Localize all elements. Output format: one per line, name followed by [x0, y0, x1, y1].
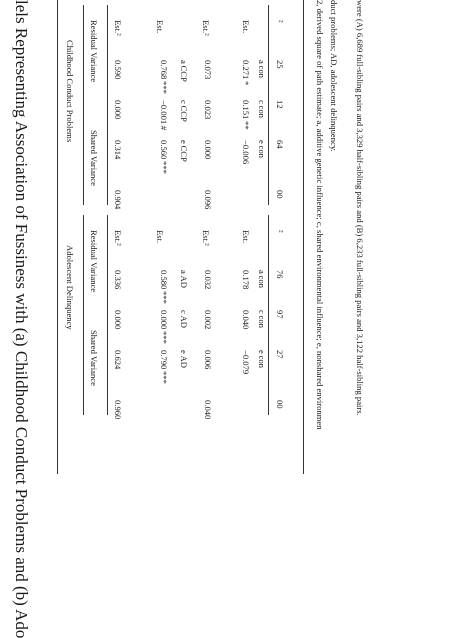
panel-b-r2-stub: 97 [275, 310, 285, 319]
panel-a-r1-p1: a con [257, 60, 267, 78]
panel-a-title: Childhood Conduct Problems [65, 40, 75, 143]
panel-b-r2-e1: 0.040 [241, 310, 251, 330]
panel-b-r2-s2: 0.000 [113, 310, 123, 330]
panel-a-r3-e1: −0.006 [241, 140, 251, 165]
panel-b-r3-s1: 0.006 [203, 350, 213, 370]
panel-b-r1-p2: a AD [179, 270, 189, 288]
panel-a-col-head-s2: Est.² [113, 20, 123, 36]
panel-b-title: Adolescent Delinquency [65, 245, 75, 330]
panel-a-r2-e2: −0.001 # [159, 100, 169, 131]
panel-a-col-head-e1: Est. [241, 20, 251, 34]
panel-a-stub-head: ² [275, 20, 285, 23]
table-note-2: duct problems; AD, adolescent delinquency. [329, 0, 339, 152]
panel-a-r1-p2: a CCP [179, 60, 189, 82]
panel-b-col-head-s2: Est.² [113, 230, 123, 246]
panel-a-colhead-rule [268, 5, 269, 205]
panel-b-r3-p2: e AD [179, 350, 189, 368]
panel-b-total-right: 0.960 [113, 400, 123, 420]
panel-a-r3-p1: e con [257, 140, 267, 158]
table-note-3: were (A) 6,689 full-sibling pairs and 3,329 half-sibling pairs and (B) 6,233 full-sibling pairs and 3,122 half-sibling pairs. [355, 0, 365, 416]
panel-a-r1-s1: 0.073 [203, 60, 213, 80]
panel-a-r1-stub: 25 [275, 60, 285, 69]
top-rule [57, 0, 58, 474]
panel-b-r3-stub: 27 [275, 350, 285, 359]
panel-b-r1-e1: 0.178 [241, 270, 251, 290]
panel-b-r3-e1: −0.079 [241, 350, 251, 375]
panel-b-group-rule [107, 215, 108, 415]
panel-a-r3-s2: 0.314 [113, 140, 123, 160]
panel-a-r1-e2: 0.768 *** [159, 60, 169, 94]
panel-b-col-head-s1: Est.² [201, 230, 211, 246]
panel-b-r1-e2: 0.580 *** [159, 270, 169, 304]
panel-b-r2-p1: c con [257, 310, 267, 328]
panel-a-r2-s1: 0.023 [203, 100, 213, 120]
panel-a-col-head-s1: Est.² [201, 20, 211, 36]
panel-a-total-left: 0.096 [203, 190, 213, 210]
table-title: lels Representing Association of Fussiness with (a) Childhood Conduct Problems and (b) Ado [12, 0, 31, 638]
panel-b-r1-s1: 0.032 [203, 270, 213, 290]
panel-a-total-right: 0.904 [113, 190, 123, 210]
panel-a-r3-p2: e CCP [179, 140, 189, 162]
panel-a-r2-s2: 0.000 [113, 100, 123, 120]
panel-b-r1-s2: 0.336 [113, 270, 123, 290]
panel-a-header-rule [83, 5, 84, 205]
panel-b-group-residual: Residual Variance [89, 230, 99, 293]
panel-b-r2-p2: c AD [179, 310, 189, 328]
panel-b-r1-p1: a con [257, 270, 267, 288]
panel-b-r3-s2: 0.624 [113, 350, 123, 370]
panel-b-header-rule [83, 215, 84, 415]
panel-b-col-head-e2: Est. [155, 230, 165, 244]
panel-a-group-rule [107, 5, 108, 205]
panel-b-r2-e2: 0.000 *** [159, 310, 169, 344]
bottom-rule [303, 0, 304, 474]
panel-b-r3-e2: 0.790 *** [159, 350, 169, 384]
panel-b-total-stub: 00 [275, 400, 285, 409]
panel-b-group-shared: Shared Variance [89, 330, 99, 386]
panel-a-r2-p1: c con [257, 100, 267, 118]
table-note-1: 2, derived square of path estimate; a, additive genetic influence; c, shared environmental influence; e, nonshared environmen [315, 0, 325, 430]
panel-b-total-left: 0.040 [203, 400, 213, 420]
panel-a-group-shared: Shared Variance [89, 130, 99, 186]
panel-b-stub-head: ² [275, 230, 285, 233]
panel-a-r2-stub: 12 [275, 100, 285, 109]
panel-b-colhead-rule [268, 215, 269, 415]
panel-b-r2-s1: 0.002 [203, 310, 213, 330]
panel-a-r1-e1: 0.271 * [241, 60, 251, 86]
panel-a-r3-s1: 0.000 [203, 140, 213, 160]
panel-a-r3-stub: 64 [275, 140, 285, 149]
panel-a-r2-e1: 0.151 ** [241, 100, 251, 130]
panel-a-total-stub: 00 [275, 190, 285, 199]
panel-a-group-residual: Residual Variance [89, 20, 99, 83]
panel-b-r3-p1: e con [257, 350, 267, 368]
panel-a-r2-p2: c CCP [179, 100, 189, 122]
panel-a-r3-e2: 0.560 *** [159, 140, 169, 174]
panel-a-r1-s2: 0.590 [113, 60, 123, 80]
panel-a-col-head-e2: Est. [155, 20, 165, 34]
panel-b-r1-stub: 76 [275, 270, 285, 279]
panel-b-col-head-e1: Est. [241, 230, 251, 244]
